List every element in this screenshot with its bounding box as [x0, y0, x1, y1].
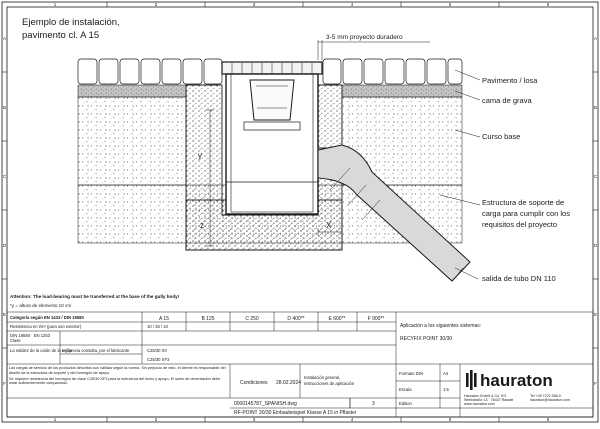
company-line-2: Werkstraße 13 · 76437 Rastatt	[464, 398, 514, 402]
column-label: 3	[252, 2, 256, 7]
application-label: Aplicación a los siguientes sistemas:	[400, 323, 482, 329]
description-2: instrucciones de aplicación	[304, 381, 355, 386]
scale-label: Escala	[399, 387, 412, 392]
row2-label: DIN 19580 · EN 1253	[10, 333, 51, 338]
description-1: Instalación general,	[304, 375, 341, 380]
row3-label: La solidez de la unión de la rejilla	[10, 348, 72, 353]
fine-print-1: Las cargas de servicio de los productos descritos son válidas según la norma. Sin perjuicio de esto, el cliente es responsable del diseño de la estructura de soporte y del hormigón de apoyo.	[9, 366, 226, 375]
drawing-title-line-1: Ejemplo de instalación,	[22, 17, 120, 28]
brand-logo: hauraton	[480, 371, 553, 390]
row-label: E	[2, 312, 7, 317]
callout-support-1: Estructura de soporte de	[482, 198, 565, 207]
drawing-title-line-2: pavimento cl. A 15	[22, 30, 100, 41]
row-label: B	[593, 105, 598, 110]
row-label: D	[593, 243, 598, 248]
callout-base: Curso base	[482, 132, 521, 141]
application-value: RECYFIX POINT 30/30	[400, 336, 453, 342]
class-a15: A 15	[158, 316, 170, 322]
drawing-title: RF-POINT 30/30 Einbaubeispiel Klasse A 15 in Pflaster	[234, 410, 357, 416]
category-label: Categoría según EN 1433 / DIN 19580	[10, 315, 84, 320]
row-label: A	[593, 36, 598, 41]
company-line-3: www.hauraton.com	[464, 402, 495, 406]
class-e600: E 600**	[328, 316, 346, 322]
class-c250: C 250	[245, 316, 259, 322]
class-b125: B 125	[201, 316, 215, 322]
revision: 3	[372, 401, 375, 407]
row3-sub: es, previa consulta, por el fabricante	[62, 348, 130, 353]
gravel-bed-left	[78, 85, 186, 97]
row3-value-1: C25/30 X0	[147, 348, 167, 353]
edition-label: Edition	[399, 401, 412, 406]
callout-paving: Pavimento / losa	[482, 76, 538, 85]
column-label: 3	[252, 417, 256, 422]
conditions-label: Condiciones	[240, 380, 268, 386]
column-label: 5	[448, 417, 452, 422]
column-label: 4	[350, 2, 354, 7]
callout-gravel: cama de grava	[482, 96, 532, 105]
scale-value: 1:5	[443, 387, 449, 392]
column-label: 1	[53, 417, 57, 422]
row3-value-2: C25/30 XF3	[147, 357, 170, 362]
filename: 0000145787_SPANISH.dwg	[234, 401, 297, 407]
row1-value: 10 / 35 / 10	[147, 324, 168, 329]
callout-support-2: carga para cumplir con los	[482, 209, 570, 218]
row-label: F	[3, 381, 6, 386]
column-label: 5	[448, 2, 452, 7]
class-d400: D 400**	[287, 316, 305, 322]
column-label: 2	[154, 2, 158, 7]
footnote: *y = altura de elemento 10 cm	[10, 303, 72, 308]
company-line-1: Hauraton GmbH & Co. KG	[464, 394, 507, 398]
row-label: A	[2, 36, 7, 41]
callout-pipe: salida de tubo DN 110	[482, 274, 556, 283]
row-label: C	[593, 174, 598, 179]
callout-support-3: requisitos del proyecto	[482, 220, 558, 229]
dimension-z: z	[200, 221, 204, 230]
company-email: hauraton@hauraton.com	[530, 398, 570, 402]
gravel-bed-right	[342, 85, 462, 97]
row2-sub: Clase	[10, 338, 21, 343]
row1-label: Resistencia en t/m² (para uso exterior)	[10, 324, 82, 329]
dimension-y: y	[198, 151, 202, 160]
row-label: F	[594, 381, 597, 386]
format-label: Formato DIN	[399, 371, 423, 376]
column-label: 1	[53, 2, 57, 7]
row-label: B	[2, 105, 7, 110]
column-label: 6	[546, 2, 550, 7]
format-value: A4	[443, 371, 449, 376]
hauraton-logo-icon	[466, 370, 477, 390]
base-course-left	[78, 97, 186, 185]
column-label: 6	[546, 417, 550, 422]
row-label: C	[2, 174, 7, 179]
attention-note: Attention: The load-bearing must be transferred at the base of the gully body!	[10, 294, 180, 299]
company-phone: Tel +49 7222 958-0	[530, 394, 561, 398]
fine-print-2: Se requiere resistencia del hormigón de clase C25/30 XF3 para la estructura del lecho y apoyo. El suelo de cimentación debe estar suficientemente compactado.	[9, 376, 221, 386]
row-label: E	[593, 312, 598, 317]
date: 28.02.2024	[276, 380, 302, 386]
dimension-x: X	[326, 221, 332, 230]
class-f900: F 900**	[367, 316, 385, 322]
dimension-label: 3-5 mm proyecto duradero	[326, 34, 403, 41]
column-label: 4	[350, 417, 354, 422]
row-label: D	[2, 243, 7, 248]
column-label: 2	[154, 417, 158, 422]
